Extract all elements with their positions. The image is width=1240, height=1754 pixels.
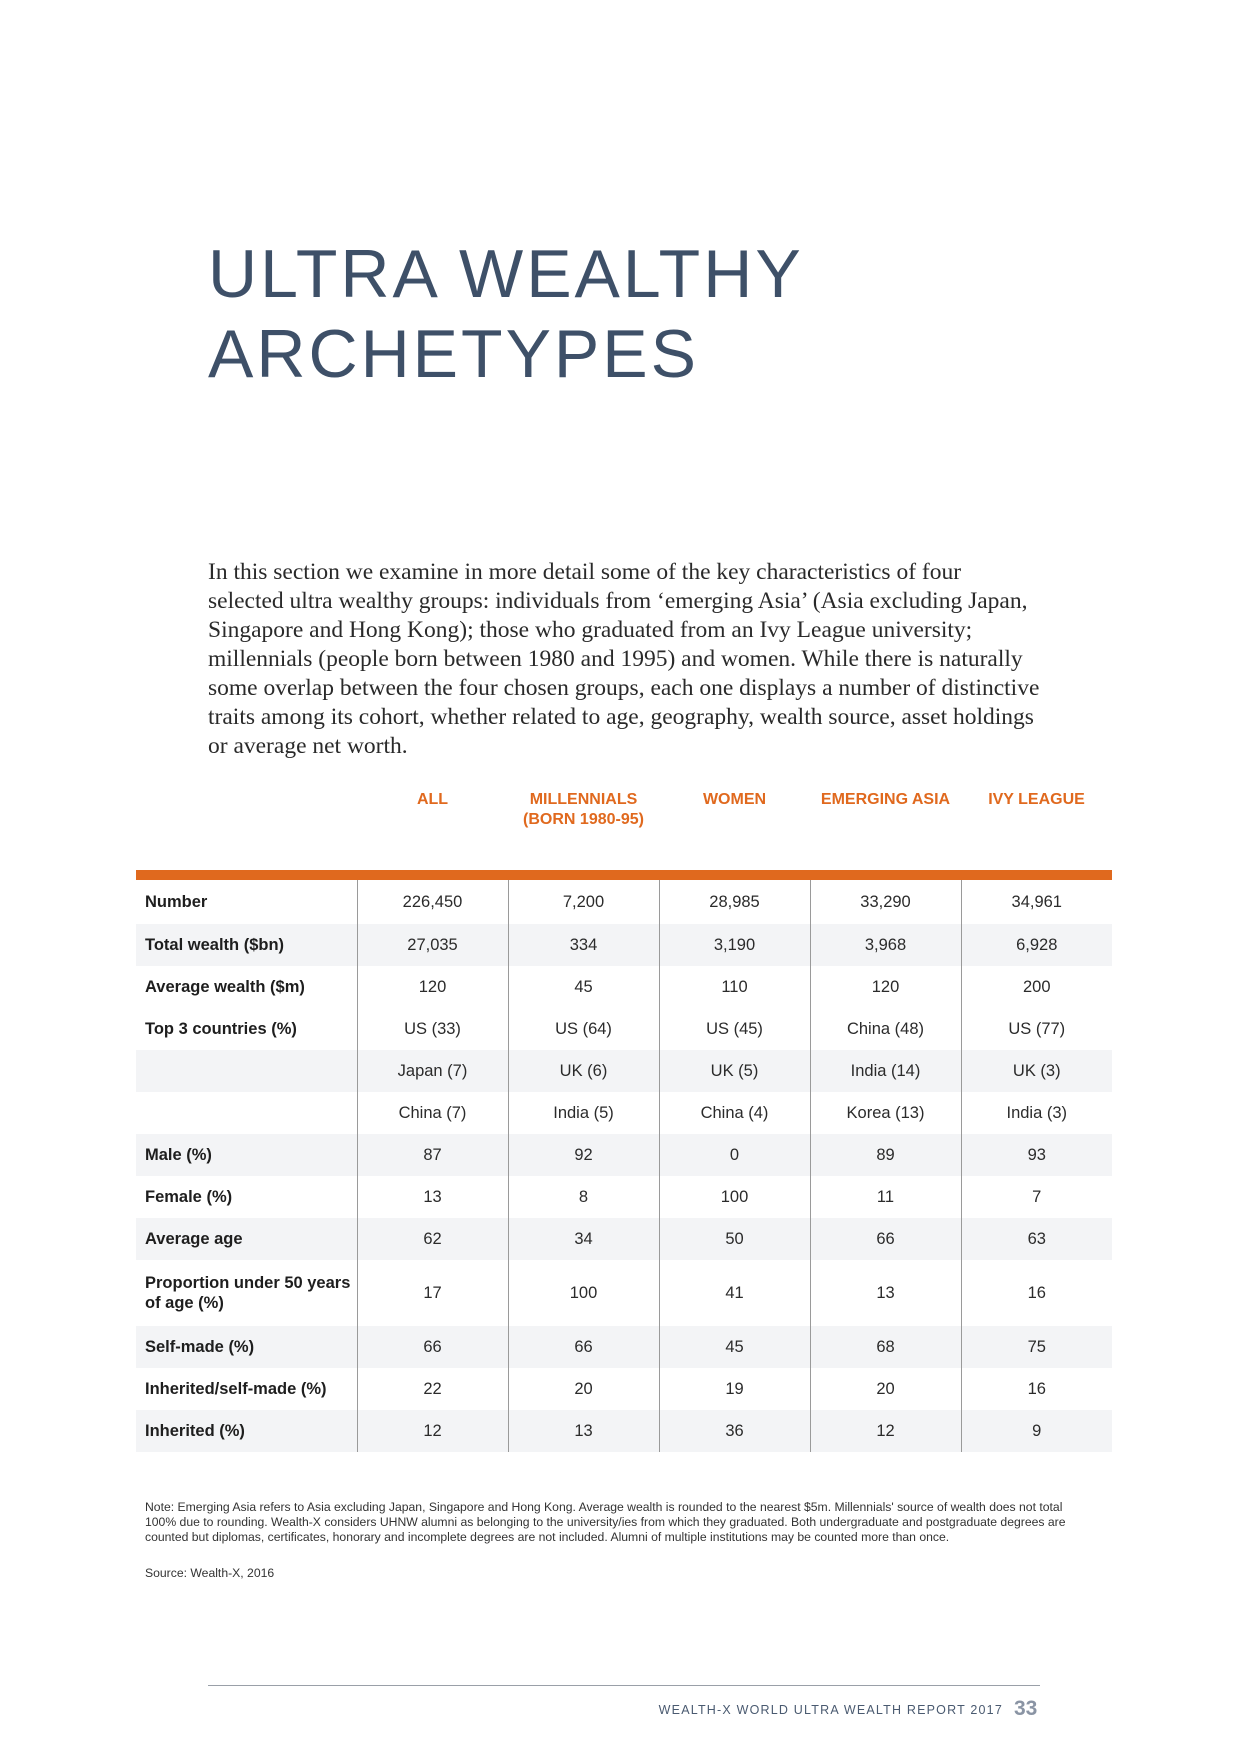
cell-all: 62 bbox=[357, 1218, 508, 1260]
archetypes-table bbox=[136, 790, 1112, 1452]
column-header-label bbox=[136, 790, 357, 875]
cell-all: 226,450 bbox=[357, 875, 508, 924]
cell-emerging-asia: China (48) bbox=[810, 1008, 961, 1050]
cell-millennials: 92 bbox=[508, 1134, 659, 1176]
cell-ivy-league: 9 bbox=[961, 1410, 1112, 1452]
row-label: Female (%) bbox=[145, 1188, 233, 1206]
table-header-row bbox=[136, 790, 1112, 875]
cell-emerging-asia: Korea (13) bbox=[810, 1092, 961, 1134]
cell-all: US (33) bbox=[357, 1008, 508, 1050]
table-row bbox=[136, 1134, 1112, 1176]
column-header-all: ALL bbox=[357, 790, 508, 875]
cell-emerging-asia: 3,968 bbox=[810, 924, 961, 966]
cell-ivy-league: India (3) bbox=[961, 1092, 1112, 1134]
cell-emerging-asia: 120 bbox=[810, 966, 961, 1008]
table-row bbox=[136, 1218, 1112, 1260]
table-body bbox=[136, 875, 1112, 1452]
footer-divider bbox=[208, 1685, 1040, 1686]
cell-all: 87 bbox=[357, 1134, 508, 1176]
cell-millennials: India (5) bbox=[508, 1092, 659, 1134]
column-header-ivy-league: IVY LEAGUE bbox=[961, 790, 1112, 875]
cell-millennials: 34 bbox=[508, 1218, 659, 1260]
cell-emerging-asia: India (14) bbox=[810, 1050, 961, 1092]
cell-ivy-league: 34,961 bbox=[961, 875, 1112, 924]
row-label: Self-made (%) bbox=[136, 1326, 357, 1368]
page-title-line-1: ULTRA WEALTHY bbox=[208, 236, 804, 312]
table-row bbox=[136, 966, 1112, 1008]
cell-millennials: 7,200 bbox=[508, 875, 659, 924]
cell-women: UK (5) bbox=[659, 1050, 810, 1092]
table-row bbox=[136, 1176, 1112, 1218]
cell-women: US (45) bbox=[659, 1008, 810, 1050]
footer-report-name: WEALTH-X WORLD ULTRA WEALTH REPORT 2017 bbox=[658, 1703, 1003, 1717]
cell-millennials: 13 bbox=[508, 1410, 659, 1452]
cell-millennials: 66 bbox=[508, 1326, 659, 1368]
page-number: 33 bbox=[1014, 1697, 1038, 1720]
table-note: Note: Emerging Asia refers to Asia excluding Japan, Singapore and Hong Kong. Average wealth is rounded to the nearest $5m. Millennials' source of wealth does not total 100% due to rounding. Wealth-X considers UHNW alumni as belonging to the university/ies from which they graduated. Both undergraduate and postgraduate degrees are counted but diplomas, certificates, honorary and incomplete degrees are not included. Alumni of multiple institutions may be counted more than once. bbox=[145, 1500, 1066, 1544]
row-label: Inherited/self-made (%) bbox=[145, 1380, 327, 1398]
cell-women: 36 bbox=[659, 1410, 810, 1452]
cell-ivy-league: 75 bbox=[961, 1326, 1112, 1368]
cell-millennials: US (64) bbox=[508, 1008, 659, 1050]
row-label: Top 3 countries (%) bbox=[145, 1020, 297, 1038]
cell-ivy-league: UK (3) bbox=[961, 1050, 1112, 1092]
cell-millennials: 100 bbox=[508, 1260, 659, 1326]
table-row bbox=[136, 875, 1112, 924]
row-label bbox=[136, 1092, 357, 1134]
table-row bbox=[136, 1008, 1112, 1050]
cell-women: 110 bbox=[659, 966, 810, 1008]
column-header-millennials: MILLENNIALS (BORN 1980-95) bbox=[508, 790, 659, 875]
column-header-women: WOMEN bbox=[659, 790, 810, 875]
cell-women: 28,985 bbox=[659, 875, 810, 924]
cell-emerging-asia: 89 bbox=[810, 1134, 961, 1176]
cell-women: 19 bbox=[659, 1368, 810, 1410]
cell-all: 13 bbox=[357, 1176, 508, 1218]
row-label: Average wealth ($m) bbox=[145, 978, 305, 996]
cell-ivy-league: US (77) bbox=[961, 1008, 1112, 1050]
row-label: Number bbox=[145, 893, 208, 911]
cell-all: 22 bbox=[357, 1368, 508, 1410]
cell-women: 3,190 bbox=[659, 924, 810, 966]
intro-paragraph: In this section we examine in more detail some of the key characteristics of four selected ultra wealthy groups: individuals from ‘emerging Asia’ (Asia excluding Japan, Singapore and Hong Kong); those who graduated from an Ivy League university; millennials (people born between 1980 and 1995) and women. While there is naturally some overlap between the four chosen groups, each one displays a number of distinctive traits among its cohort, whether related to age, geography, wealth source, asset holdings or average net worth. bbox=[208, 559, 1040, 759]
cell-emerging-asia: 12 bbox=[810, 1410, 961, 1452]
cell-women: China (4) bbox=[659, 1092, 810, 1134]
cell-all: 12 bbox=[357, 1410, 508, 1452]
column-header-emerging-asia: EMERGING ASIA bbox=[810, 790, 961, 875]
table-source: Source: Wealth-X, 2016 bbox=[145, 1566, 275, 1580]
cell-millennials: 8 bbox=[508, 1176, 659, 1218]
cell-all: China (7) bbox=[357, 1092, 508, 1134]
table-row bbox=[136, 1092, 1112, 1134]
cell-emerging-asia: 66 bbox=[810, 1218, 961, 1260]
table-row bbox=[136, 1326, 1112, 1368]
table-row bbox=[136, 1410, 1112, 1452]
cell-emerging-asia: 11 bbox=[810, 1176, 961, 1218]
cell-all: 66 bbox=[357, 1326, 508, 1368]
cell-women: 45 bbox=[659, 1326, 810, 1368]
cell-millennials: 45 bbox=[508, 966, 659, 1008]
cell-women: 0 bbox=[659, 1134, 810, 1176]
cell-ivy-league: 200 bbox=[961, 966, 1112, 1008]
cell-emerging-asia: 68 bbox=[810, 1326, 961, 1368]
table-header bbox=[136, 790, 1112, 875]
row-label: Inherited (%) bbox=[136, 1410, 357, 1452]
table-row bbox=[136, 924, 1112, 966]
page-title-line-2: ARCHETYPES bbox=[208, 316, 699, 392]
cell-ivy-league: 6,928 bbox=[961, 924, 1112, 966]
cell-ivy-league: 16 bbox=[961, 1260, 1112, 1326]
row-label: Male (%) bbox=[136, 1134, 357, 1176]
table-row bbox=[136, 1368, 1112, 1410]
cell-millennials: 20 bbox=[508, 1368, 659, 1410]
cell-ivy-league: 7 bbox=[961, 1176, 1112, 1218]
cell-all: 27,035 bbox=[357, 924, 508, 966]
cell-emerging-asia: 13 bbox=[810, 1260, 961, 1326]
cell-ivy-league: 63 bbox=[961, 1218, 1112, 1260]
cell-emerging-asia: 20 bbox=[810, 1368, 961, 1410]
cell-millennials: UK (6) bbox=[508, 1050, 659, 1092]
cell-emerging-asia: 33,290 bbox=[810, 875, 961, 924]
cell-women: 100 bbox=[659, 1176, 810, 1218]
row-label: Average age bbox=[136, 1218, 357, 1260]
cell-all: 17 bbox=[357, 1260, 508, 1326]
cell-ivy-league: 16 bbox=[961, 1368, 1112, 1410]
page-title bbox=[208, 234, 804, 394]
cell-all: 120 bbox=[357, 966, 508, 1008]
row-label: Total wealth ($bn) bbox=[136, 924, 357, 966]
cell-women: 41 bbox=[659, 1260, 810, 1326]
table-row bbox=[136, 1050, 1112, 1092]
cell-all: Japan (7) bbox=[357, 1050, 508, 1092]
row-label bbox=[136, 1050, 357, 1092]
table-row bbox=[136, 1260, 1112, 1326]
row-label: Proportion under 50 years of age (%) bbox=[145, 1274, 351, 1312]
cell-millennials: 334 bbox=[508, 924, 659, 966]
cell-women: 50 bbox=[659, 1218, 810, 1260]
cell-ivy-league: 93 bbox=[961, 1134, 1112, 1176]
